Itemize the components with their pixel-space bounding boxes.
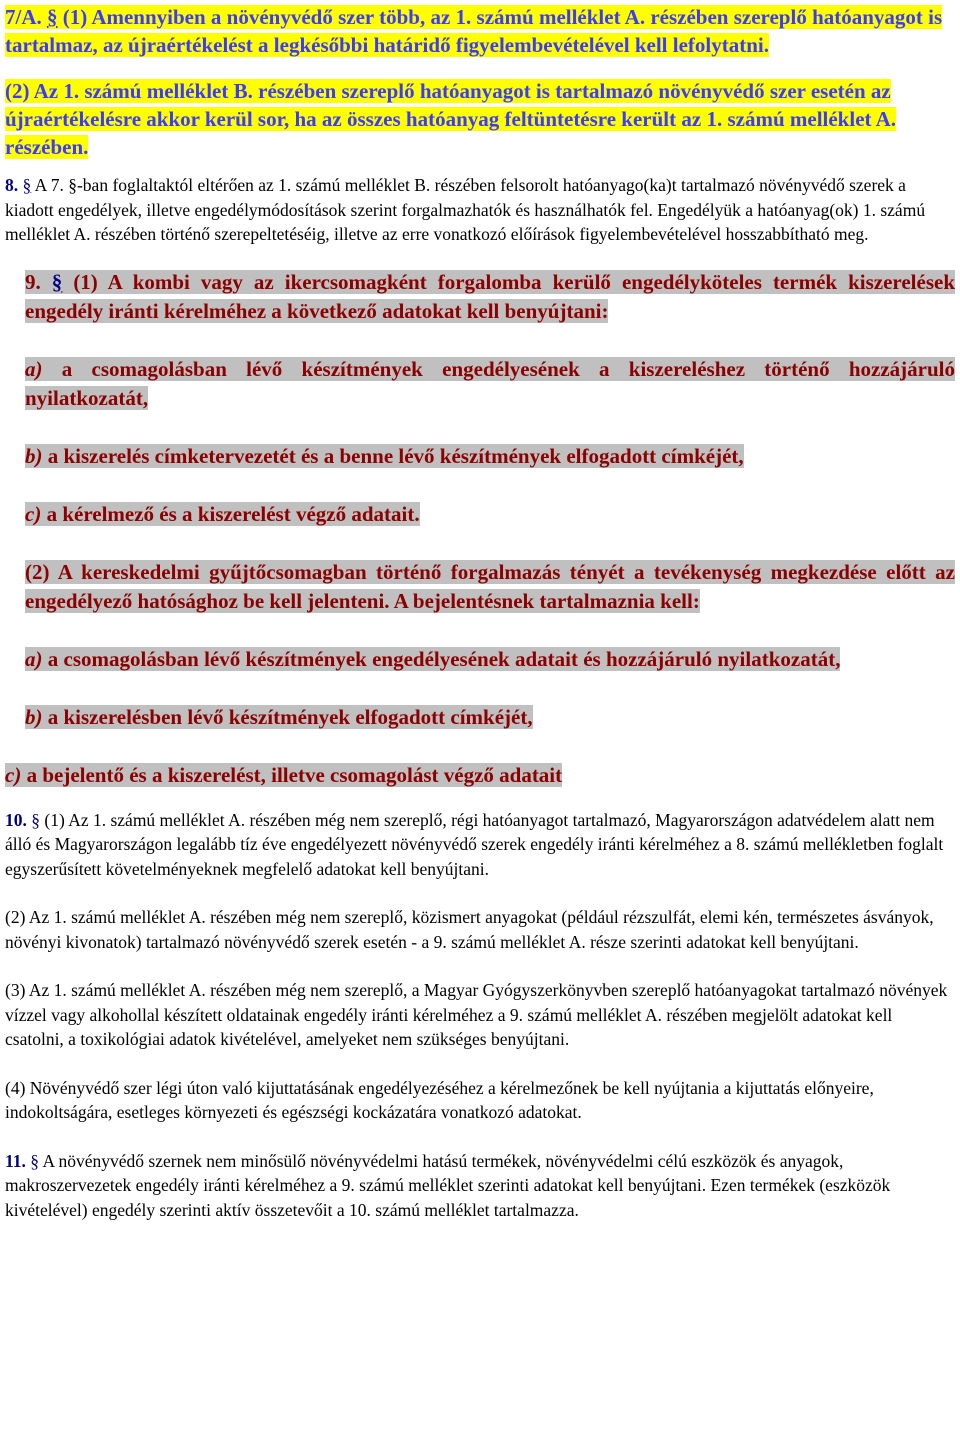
item-text-a: a csomagolásban lévő készítmények engedélyesének a kiszereléshez történő hozzájáruló nyilatkozatát, xyxy=(25,356,955,410)
section-8 xyxy=(5,173,955,247)
section-11-text: A növényvédő szernek nem minősülő növényvédelmi hatású termékek, növényvédelmi célú eszközök és anyagok, makroszervezetek engedély iránti kérelméhez a 9. számú melléklet szerinti adatokat kell benyújtani. Ezen termékek (eszközök kivételével) engedély szerinti aktív összetevőit a 10. számú melléklet tartalmazza. xyxy=(5,1150,891,1220)
section-9-item-a xyxy=(5,355,955,413)
section-7a-heading: 7/A. xyxy=(5,5,42,29)
item-text-b: a kiszerelés címketervezetét és a benne lévő készítmények elfogadott címkéjét, xyxy=(47,443,744,468)
item-text-c: a kérelmező és a kiszerelést végző adatait. xyxy=(46,501,420,526)
section-9-item-c xyxy=(5,500,955,529)
item-label-a2: a) xyxy=(25,646,43,671)
section-10-para-1 xyxy=(5,808,955,882)
item-text-a2: a csomagolásban lévő készítmények engedélyesének adatait és hozzájáruló nyilatkozatát, xyxy=(47,646,841,671)
section-sign[interactable]: § xyxy=(51,269,63,294)
section-7a-para-2 xyxy=(5,77,955,161)
item-label-a: a) xyxy=(25,356,43,381)
section-9-item-c2 xyxy=(5,761,955,790)
section-9-para-2 xyxy=(5,558,955,616)
item-text-c2: a bejelentő és a kiszerelést, illetve csomagolást végző adatait xyxy=(26,762,563,787)
section-9-item-b xyxy=(5,442,955,471)
section-9-item-a2 xyxy=(5,645,955,674)
section-7a-text-1: (1) Amennyiben a növényvédő szer több, az 1. számú melléklet A. részében szereplő hatóanyagot is tartalmaz, az újraértékelést a legkésőbbi határidő figyelembevételével kell lefolytatni. xyxy=(5,5,943,57)
section-7a xyxy=(5,3,955,161)
document-page xyxy=(5,3,955,1222)
item-label-b: b) xyxy=(25,443,43,468)
section-9-para-2-text: (2) A kereskedelmi gyűjtőcsomagban történő forgalmazás tényét a tevékenység megkezdése előtt az engedélyező hatósághoz be kell jelenteni. A bejelentésnek tartalmaznia kell: xyxy=(25,559,955,613)
section-10-para-3: (3) Az 1. számú melléklet A. részében még nem szereplő, a Magyar Gyógyszerkönyvben szereplő hatóanyagokat tartalmazó növények vízzel vagy alkohollal készített oldatainak engedély iránti kérelméhez a 9. számú melléklet A. részében megjelölt adatokat kell csatolni, a toxikológiai adatok kivételével, amelyeket nem szükséges benyújtani. xyxy=(5,980,948,1049)
section-9 xyxy=(5,268,955,790)
section-sign[interactable]: § xyxy=(22,175,32,195)
section-9-number: 9. xyxy=(25,269,41,294)
section-11 xyxy=(5,1149,955,1223)
section-sign[interactable]: § xyxy=(30,1150,40,1171)
item-label-c2: c) xyxy=(5,762,22,787)
item-text-b2: a kiszerelésben lévő készítmények elfogadott címkéjét, xyxy=(47,704,533,729)
section-8-number: 8. xyxy=(5,175,19,195)
section-sign[interactable]: § xyxy=(47,5,58,29)
section-9-intro-text: (1) A kombi vagy az ikercsomagként forgalomba kerülő engedélyköteles termék kiszerelések engedély iránti kérelméhez a következő adatokat kell benyújtani: xyxy=(25,269,956,323)
section-9-intro xyxy=(5,268,955,326)
section-10-para-2: (2) Az 1. számú melléklet A. részében még nem szereplő, közismert anyagokat (például rézszulfát, elemi kén, természetes ásványok, növényi kivonatok) tartalmazó növényvédő szerek esetén - a 9. számú melléklet A. része szerinti adatokat kell benyújtani. xyxy=(5,907,934,952)
section-10-number: 10. xyxy=(5,809,27,830)
section-7a-para-1 xyxy=(5,3,955,59)
section-9-item-b2 xyxy=(5,703,955,732)
section-10-text-1: (1) Az 1. számú melléklet A. részében még nem szereplő, régi hatóanyagot tartalmazó, Magyarországon adatvédelem alatt nem álló és Magyarországon legalább tíz éve engedélyezett növényvédő szerek engedély iránti kérelméhez a 8. számú mellékletben foglalt egyszerűsített követelményeknek megfelelő adatokat kell benyújtani. xyxy=(5,809,944,879)
section-11-para xyxy=(5,1149,955,1223)
section-sign[interactable]: § xyxy=(31,809,40,830)
section-11-number: 11. xyxy=(5,1150,26,1171)
section-8-text: A 7. §-ban foglaltaktól eltérően az 1. számú melléklet B. részében felsorolt hatóanyago(ka)t tartalmazó növényvédő szerek a kiadott engedélyek, illetve engedélymódosítások szerint forgalmazhatók és használhatók fel. Engedélyük a hatóanyag(ok) 1. számú melléklet A. részében történő szerepeltetéséig, illetve az erre vonatkozó előírások figyelembevételével hosszabbítható meg. xyxy=(5,175,926,244)
section-10 xyxy=(5,808,955,1125)
item-label-b2: b) xyxy=(25,704,43,729)
item-label-c: c) xyxy=(25,501,42,526)
section-7a-text-2: (2) Az 1. számú melléklet B. részében szereplő hatóanyagot is tartalmazó növényvédő szer esetén az újraértékelésre akkor kerül sor, ha az összes hatóanyag feltüntetésre került az 1. számú melléklet A. részében. xyxy=(5,79,897,159)
section-10-para-4: (4) Növényvédő szer légi úton való kijuttatásának engedélyezéséhez a kérelmezőnek be kell nyújtania a kijuttatás előnyeire, indokoltságára, esetleges környezeti és egészségi kockázatára vonatkozó adatokat. xyxy=(5,1077,874,1122)
section-8-para xyxy=(5,173,955,247)
